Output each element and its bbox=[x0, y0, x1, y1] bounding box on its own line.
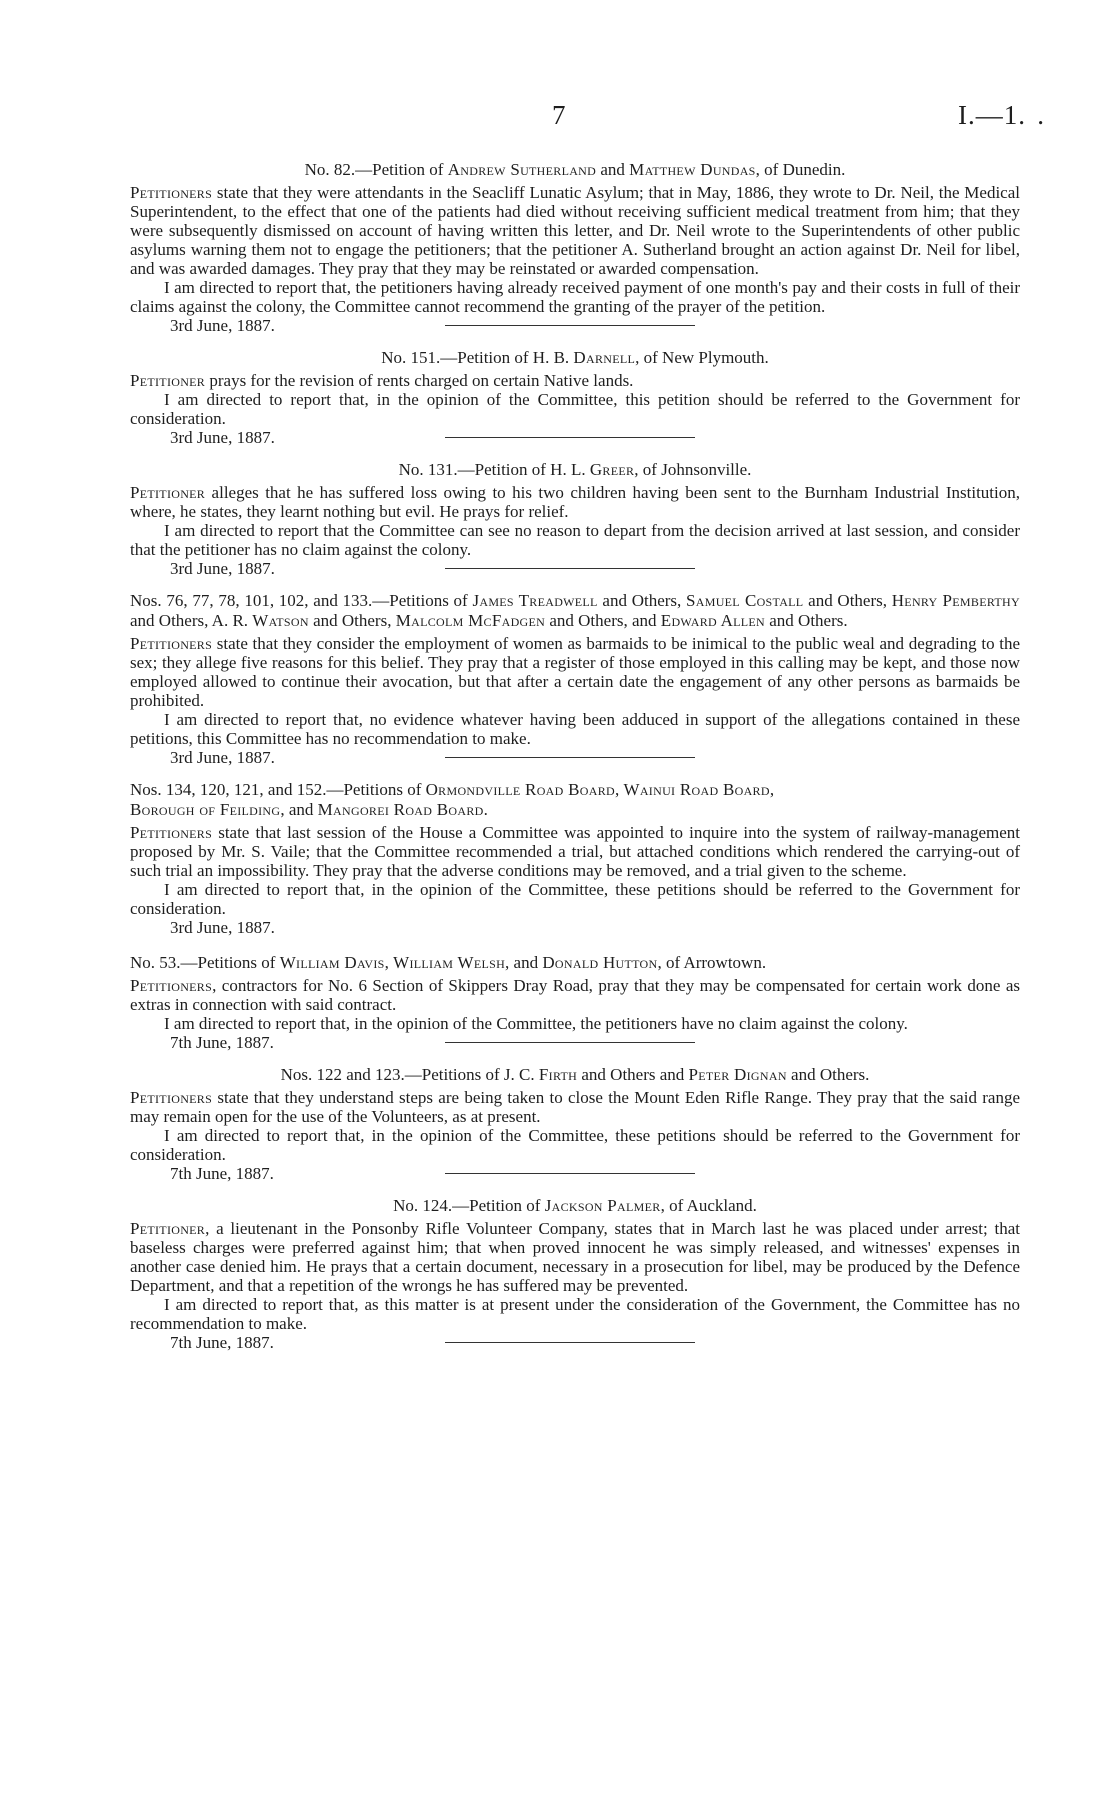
petition-body: Petitioners, contractors for No. 6 Section of Skippers Dray Road, pray that they may be compensated for certain work done as extras in connection with said contract. bbox=[130, 976, 1020, 1014]
committee-report: I am directed to report that, no evidence whatever having been adduced in support of the allegations contained in these petitions, this Committee has no recommendation to make. bbox=[130, 710, 1020, 748]
report-date: 7th June, 1887. bbox=[170, 1164, 274, 1183]
report-date: 3rd June, 1887. bbox=[170, 559, 275, 578]
section-divider bbox=[445, 325, 695, 326]
report-date: 3rd June, 1887. bbox=[170, 918, 275, 937]
committee-report: I am directed to report that, in the opinion of the Committee, this petition should be referred to the Government for consideration. bbox=[130, 390, 1020, 428]
petition-body: Petitioner alleges that he has suffered loss owing to his two children having been sent to the Burnham Industrial Institution, where, he states, they learnt nothing but evil. He prays for relief. bbox=[130, 483, 1020, 521]
petition-53 bbox=[130, 953, 1020, 1052]
petition-body: Petitioners state that they consider the employment of women as barmaids to be inimical to the public weal and degrading to the sex; they allege five reasons for this belief. They pray that a register of those employed in this calling may be kept, and those now employed allowed to continue their avocation, but that after a certain date the engagement of any other persons as barmaids be prohibited. bbox=[130, 634, 1020, 710]
petition-body: Petitioners state that they were attendants in the Seacliff Lunatic Asylum; that in May, 1886, they wrote to Dr. Neil, the Medical Superintendent, to the effect that one of the patients had died without receiving sufficient medical treatment from him; that they were subsequently dismissed on account of having written this letter, and Dr. Neil wrote to the Superintendents of other public asylums warning them not to engage the petitioners; that the petitioner A. Sutherland brought an action against Dr. Neil for libel, and was awarded damages. They pray that they may be reinstated or awarded compensation. bbox=[130, 183, 1020, 278]
section-divider bbox=[445, 1042, 695, 1043]
petition-124 bbox=[130, 1196, 1020, 1352]
petition-body: Petitioners state that they understand steps are being taken to close the Mount Eden Rifle Range. They pray that the said range may remain open for the use of the Volunteers, as at present. bbox=[130, 1088, 1020, 1126]
petition-heading: No. 82.—Petition of Andrew Sutherland and Matthew Dundas, of Dunedin. bbox=[304, 160, 846, 179]
report-date: 3rd June, 1887. bbox=[170, 316, 275, 335]
petition-heading: No. 131.—Petition of H. L. Greer, of Johnsonville. bbox=[398, 460, 752, 479]
petition-heading: No. 53.—Petitions of William Davis, William Welsh, and Donald Hutton, of Arrowtown. bbox=[130, 953, 767, 972]
section-divider bbox=[445, 757, 695, 758]
petition-heading: Nos. 134, 120, 121, and 152.—Petitions of Ormondville Road Board, Wainui Road Board, Borough of Feilding, and Mangorei Road Board. bbox=[130, 780, 775, 819]
petition-82 bbox=[130, 160, 1020, 335]
committee-report: I am directed to report that the Committee can see no reason to depart from the decision arrived at last session, and consider that the petitioner has no claim against the colony. bbox=[130, 521, 1020, 559]
report-date: 3rd June, 1887. bbox=[170, 428, 275, 447]
petition-body: Petitioner, a lieutenant in the Ponsonby Rifle Volunteer Company, states that in March last he was placed under arrest; that baseless charges were preferred against him; that when proved innocent he was simply released, and witnesses' expenses in another case denied him. He prays that a certain document, necessary in a prosecution for libel, may be produced by the Defence Department, and that a repetition of the wrongs he has suffered may be prevented. bbox=[130, 1219, 1020, 1295]
petition-heading: No. 124.—Petition of Jackson Palmer, of Auckland. bbox=[393, 1196, 757, 1215]
petitions-report bbox=[130, 160, 1020, 1365]
petition-road-boards bbox=[130, 780, 1020, 953]
page-number: 7 bbox=[552, 100, 566, 130]
petition-122-123 bbox=[130, 1065, 1020, 1183]
committee-report: I am directed to report that, in the opinion of the Committee, the petitioners have no claim against the colony. bbox=[164, 1014, 908, 1033]
committee-report: I am directed to report that, in the opinion of the Committee, these petitions should be referred to the Government for consideration. bbox=[130, 1126, 1020, 1164]
report-date: 3rd June, 1887. bbox=[170, 748, 275, 767]
petition-heading: Nos. 122 and 123.—Petitions of J. C. Firth and Others and Peter Dignan and Others. bbox=[280, 1065, 870, 1084]
committee-report: I am directed to report that, in the opinion of the Committee, these petitions should be referred to the Government for consideration. bbox=[130, 880, 1020, 918]
petition-heading: No. 151.—Petition of H. B. Darnell, of New Plymouth. bbox=[381, 348, 769, 367]
committee-report: I am directed to report that, the petitioners having already received payment of one month's pay and their costs in full of their claims against the colony, the Committee cannot recommend the granting of the prayer of the petition. bbox=[130, 278, 1020, 316]
closing-rule bbox=[445, 1342, 695, 1343]
section-divider bbox=[445, 437, 695, 438]
page-header bbox=[0, 100, 1114, 140]
petition-151 bbox=[130, 348, 1020, 447]
petition-body: Petitioner prays for the revision of rents charged on certain Native lands. bbox=[130, 371, 634, 390]
petition-heading: Nos. 76, 77, 78, 101, 102, and 133.—Petitions of James Treadwell and Others, Samuel Costall and Others, Henry Pemberthy and Others, A. R. Watson and Others, Malcolm McFadgen and Others, and Edward Allen and Others. bbox=[130, 591, 1020, 630]
petition-131 bbox=[130, 460, 1020, 578]
section-divider bbox=[445, 568, 695, 569]
header-mark: . bbox=[1037, 100, 1044, 130]
report-date: 7th June, 1887. bbox=[170, 1333, 274, 1352]
petition-barmaids bbox=[130, 591, 1020, 767]
report-date: 7th June, 1887. bbox=[170, 1033, 274, 1052]
section-divider bbox=[445, 1173, 695, 1174]
petition-body: Petitioners state that last session of the House a Committee was appointed to inquire into the system of railway-management proposed by Mr. S. Vaile; that the Committee recommended a trial, but attached conditions which rendered the carrying-out of such trial an impossibility. They pray that the adverse conditions may be removed, and a trial given to the scheme. bbox=[130, 823, 1020, 880]
document-reference: I.—1. bbox=[958, 100, 1026, 130]
committee-report: I am directed to report that, as this matter is at present under the consideration of the Government, the Committee has no recommendation to make. bbox=[130, 1295, 1020, 1333]
